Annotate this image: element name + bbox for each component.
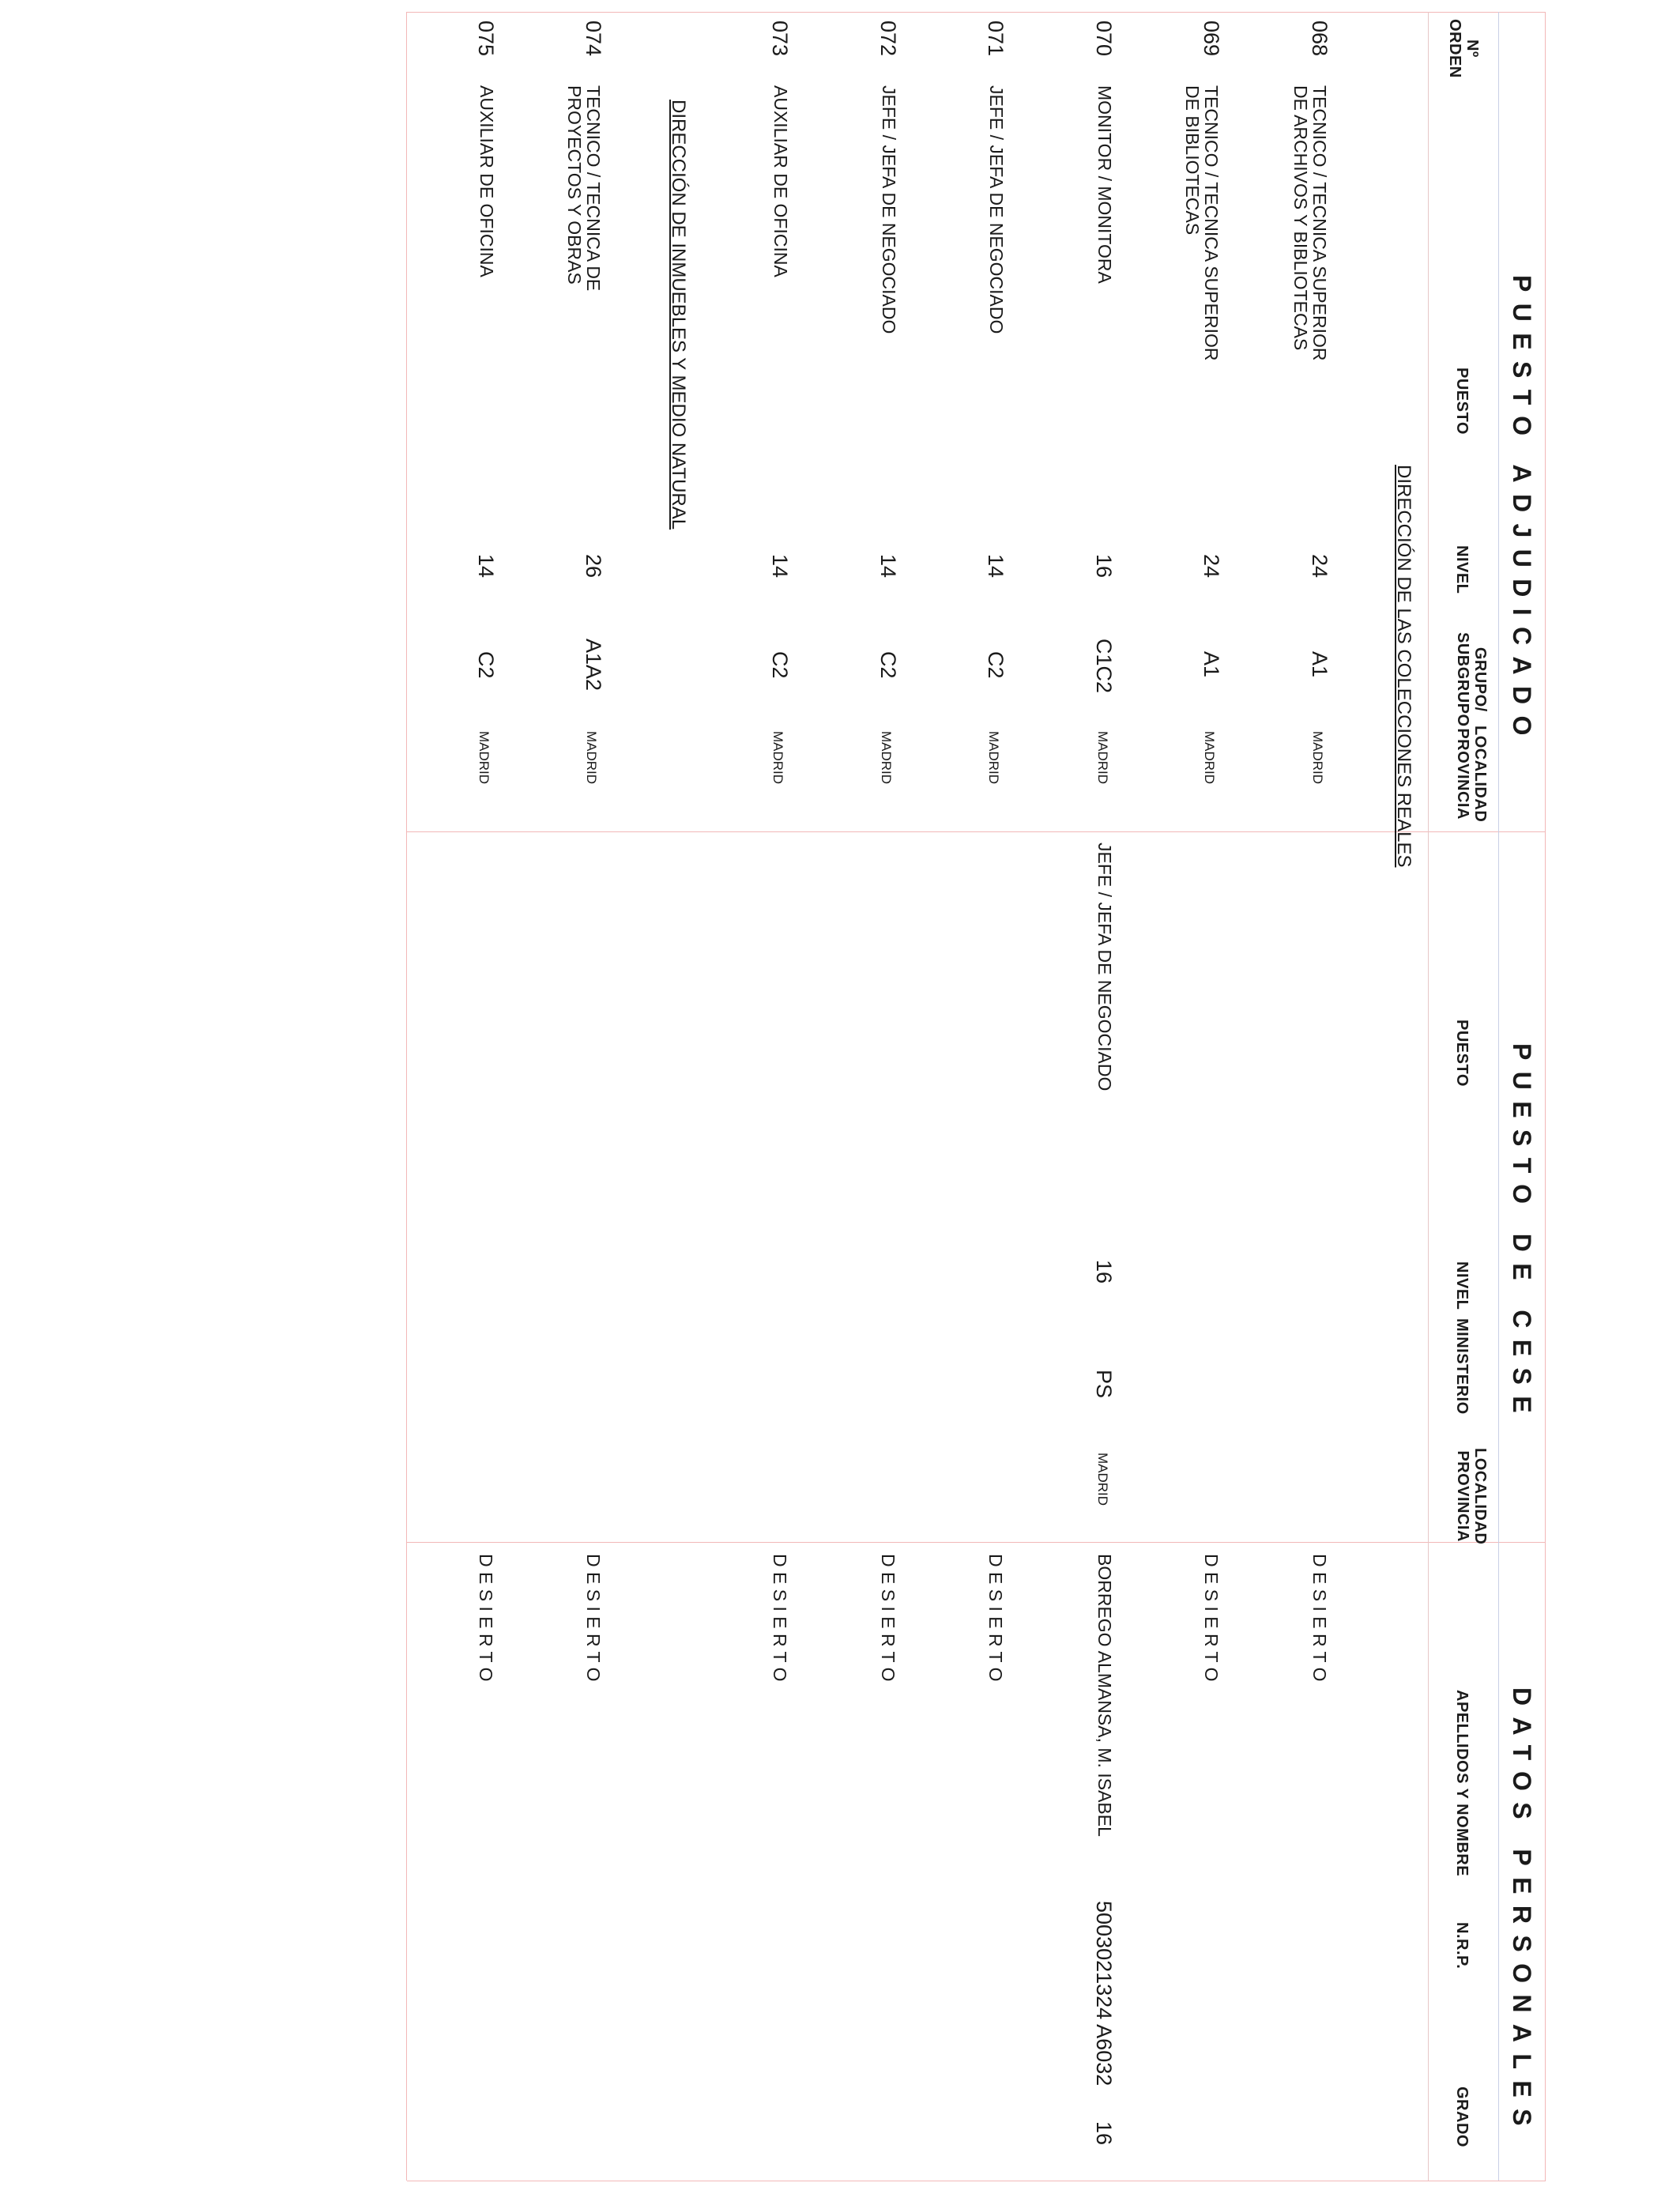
row-ministerio: PS <box>1092 1370 1116 1399</box>
col-grupo-header: GRUPO/ SUBGRUPO <box>1454 632 1489 727</box>
row-nivel: 24 <box>1308 554 1332 579</box>
row-puesto: MONITOR / MONITORA <box>1094 85 1115 284</box>
col-localidad-header: LOCALIDAD PROVINCIA <box>1454 726 1489 823</box>
col-cese-puesto-header: PUESTO <box>1453 1020 1471 1087</box>
col-puesto-header: PUESTO <box>1453 368 1471 435</box>
row-orden: 072 <box>876 21 900 57</box>
row-orden: 074 <box>582 21 605 57</box>
row-cese-localidad: MADRID <box>1095 1453 1110 1506</box>
row-nombre: D E S I E R T O <box>583 1554 604 1682</box>
row-localidad: MADRID <box>1095 731 1110 785</box>
row-orden: 071 <box>984 21 1008 57</box>
row-grupo: C2 <box>876 651 900 679</box>
col-ministerio-header: MINISTERIO <box>1453 1318 1471 1415</box>
row-grupo: C2 <box>474 651 498 679</box>
row-localidad: MADRID <box>1202 731 1217 785</box>
col-nrp-header: N.R.P. <box>1453 1922 1471 1970</box>
row-nombre: D E S I E R T O <box>770 1554 790 1682</box>
row-nombre: D E S I E R T O <box>985 1554 1006 1682</box>
header-puesto-cese: PUESTO DE CESE <box>1508 1043 1536 1424</box>
row-puesto: AUXILIAR DE OFICINA <box>477 85 497 277</box>
row-nombre: D E S I E R T O <box>878 1554 898 1682</box>
row-localidad: MADRID <box>1310 731 1325 785</box>
table-top-border <box>1545 12 1546 2181</box>
row-localidad: MADRID <box>770 731 785 785</box>
row-nivel: 24 <box>1200 554 1223 579</box>
row-puesto: TECNICO / TECNICA SUPERIOR DE BIBLIOTECAS <box>1182 85 1222 361</box>
row-cese-nivel: 16 <box>1092 1260 1116 1284</box>
row-grupo: A1A2 <box>582 639 605 692</box>
col-nivel-header: NIVEL <box>1453 545 1471 594</box>
row-nombre: BORREGO ALMANSA, M. ISABEL <box>1094 1554 1115 1837</box>
section-title: DIRECCIÓN DE LAS COLECCIONES REALES <box>1393 465 1414 868</box>
row-puesto: JEFE / JEFA DE NEGOCIADO <box>879 85 899 334</box>
row-cese-puesto: JEFE / JEFA DE NEGOCIADO <box>1094 843 1115 1091</box>
row-orden: 073 <box>768 21 792 57</box>
row-nivel: 16 <box>1092 554 1116 579</box>
row-nrp: 5003021324 A6032 <box>1092 1901 1116 2087</box>
row-grupo: A1 <box>1200 651 1223 678</box>
row-orden: 075 <box>474 21 498 57</box>
col-grado-header: GRADO <box>1453 2087 1471 2147</box>
row-localidad: MADRID <box>986 731 1001 785</box>
row-puesto: JEFE / JEFA DE NEGOCIADO <box>986 85 1007 334</box>
row-grupo: C1C2 <box>1092 639 1116 694</box>
row-grupo: A1 <box>1308 651 1332 678</box>
table-left-border <box>407 12 1546 13</box>
col-orden-header: Nº ORDEN <box>1446 19 1481 78</box>
col-apellidos-header: APELLIDOS Y NOMBRE <box>1453 1690 1471 1877</box>
row-nombre: D E S I E R T O <box>476 1554 496 1682</box>
row-orden: 068 <box>1308 21 1332 57</box>
header-puesto-adjudicado: PUESTO ADJUDICADO <box>1508 275 1536 747</box>
subheader-band-line <box>1428 12 1429 2181</box>
row-nivel: 14 <box>474 554 498 579</box>
header-band-line <box>1498 12 1499 2181</box>
row-grupo: C2 <box>768 651 792 679</box>
row-puesto: TECNICO / TECNICA DE PROYECTOS Y OBRAS <box>564 85 604 292</box>
row-nombre: D E S I E R T O <box>1201 1554 1222 1682</box>
divider-cese-personales <box>407 1542 1546 1543</box>
row-nombre: D E S I E R T O <box>1309 1554 1330 1682</box>
row-nivel: 14 <box>876 554 900 579</box>
divider-adjudicado-cese <box>407 831 1546 832</box>
row-puesto: AUXILIAR DE OFICINA <box>770 85 791 277</box>
row-grupo: C2 <box>984 651 1008 679</box>
row-grado: 16 <box>1092 2121 1116 2146</box>
row-nivel: 14 <box>768 554 792 579</box>
row-orden: 070 <box>1092 21 1116 57</box>
section-title: DIRECCIÓN DE INMUEBLES Y MEDIO NATURAL <box>668 100 689 530</box>
header-datos-personales: DATOS PERSONALES <box>1508 1687 1536 2137</box>
row-localidad: MADRID <box>879 731 894 785</box>
col-cese-localidad-header: LOCALIDAD PROVINCIA <box>1454 1448 1489 1545</box>
row-nivel: 26 <box>582 554 605 579</box>
row-puesto: TECNICO / TECNICA SUPERIOR DE ARCHIVOS Y BIBLIOTECAS <box>1290 85 1330 361</box>
table-bottom-border <box>406 12 407 2181</box>
row-orden: 069 <box>1200 21 1223 57</box>
row-localidad: MADRID <box>584 731 599 785</box>
row-localidad: MADRID <box>477 731 492 785</box>
col-cese-nivel-header: NIVEL <box>1453 1261 1471 1310</box>
row-nivel: 14 <box>984 554 1008 579</box>
